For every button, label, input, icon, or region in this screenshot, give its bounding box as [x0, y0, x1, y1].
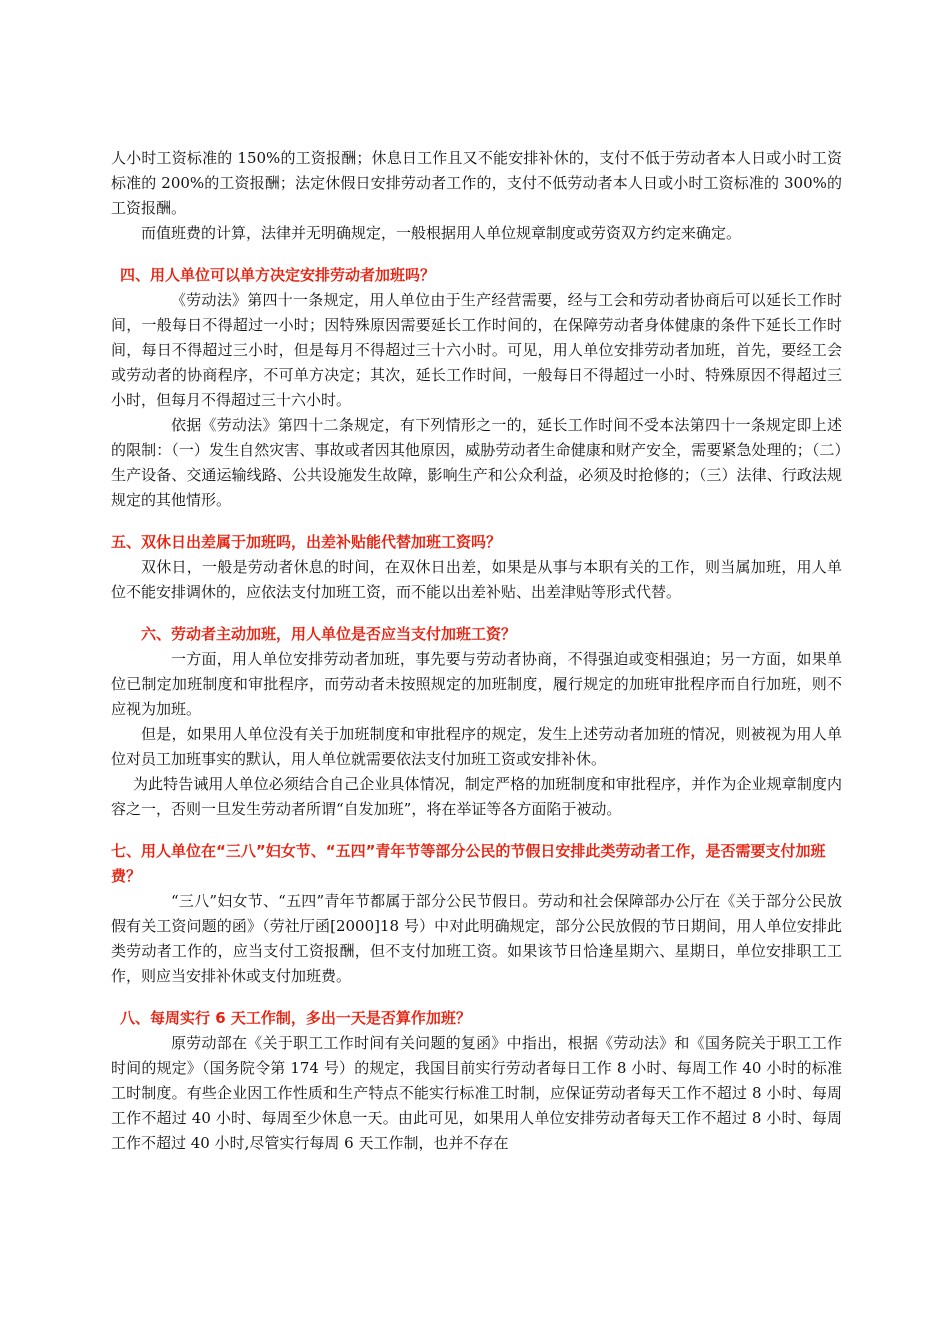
section-heading-8: 八、每周实行 6 天工作制，多出一天是否算作加班？: [120, 1009, 471, 1027]
paragraph: 《劳动法》第四十一条规定，用人单位由于生产经营需要，经与工会和劳动者协商后可以延长工作时间，一般每日不得超过一小时；因特殊原因需要延长工作时间的，在保障劳动者身体健康的条件下延长工作时间，每日不得超过三小时，但是每月不得超过三十六小时。可见，用人单位安排劳动者加班，首先，要经工会或劳动者的协商程序，不可单方决定；其次，延长工作时间，一般每日不得超过一小时、特殊原因不得超过三小时，但每月不得超过三十六小时。: [111, 291, 842, 409]
section-heading-7: 七、用人单位在“三八”妇女节、“五四”青年节等部分公民的节假日安排此类劳动者工作，是否需要支付加班费？: [111, 842, 826, 885]
section-heading-5: 五、双休日出差属于加班吗，出差补贴能代替加班工资吗？: [111, 533, 502, 551]
section-heading-4: 四、用人单位可以单方决定安排劳动者加班吗？: [120, 266, 436, 284]
paragraph: 一方面，用人单位安排劳动者加班，事先要与劳动者协商，不得强迫或变相强迫；另一方面，如果单位已制定加班制度和审批程序，而劳动者未按照规定的加班制度，履行规定的加班审批程序而自行加班，则不应视为加班。: [111, 650, 842, 718]
paragraph: 双休日，一般是劳动者休息的时间，在双休日出差，如果是从事与本职有关的工作，则当属加班，用人单位不能安排调休的，应依法支付加班工资，而不能以出差补贴、出差津贴等形式代替。: [111, 558, 842, 601]
paragraph: 依据《劳动法》第四十二条规定，有下列情形之一的，延长工作时间不受本法第四十一条规定即上述的限制：（一）发生自然灾害、事故或者因其他原因，威胁劳动者生命健康和财产安全，需要紧急处理的；（二）生产设备、交通运输线路、公共设施发生故障，影响生产和公众利益，必须及时抢修的；（三）法律、行政法规规定的其他情形。: [111, 416, 842, 509]
paragraph: 但是，如果用人单位没有关于加班制度和审批程序的规定，发生上述劳动者加班的情况，则被视为用人单位对员工加班事实的默认，用人单位就需要依法支付加班工资或安排补休。: [111, 725, 842, 768]
paragraph: 为此特告诫用人单位必须结合自己企业具体情况，制定严格的加班制度和审批程序，并作为企业规章制度内容之一，否则一旦发生劳动者所谓“自发加班”，将在举证等各方面陷于被动。: [111, 775, 842, 818]
paragraph: 而值班费的计算，法律并无明确规定，一般根据用人单位规章制度或劳资双方约定来确定。: [141, 224, 742, 242]
paragraph: “三八”妇女节、“五四”青年节都属于部分公民节假日。劳动和社会保障部办公厅在《关于部分公民放假有关工资问题的函》（劳社厅函[2000]18 号）中对此明确规定，部分公民放假的节日期间，用人单位安排此类劳动者工作的，应当支付工资报酬，但不支付加班工资。如果该节日恰逢星期六、星期日，单位安排职工工作，则应当安排补休或支付加班费。: [111, 892, 842, 985]
section-heading-6: 六、劳动者主动加班，用人单位是否应当支付加班工资？: [141, 625, 517, 643]
paragraph: 原劳动部在《关于职工工作时间有关问题的复函》中指出，根据《劳动法》和《国务院关于职工工作时间的规定》（国务院令第 174 号）的规定，我国目前实行劳动者每日工作 8 小时、每周工作 40 小时的标准工时制度。有些企业因工作性质和生产特点不能实行标准工时制，应保证劳动者每天工作不超过 8 小时、每周工作不超过 40 小时、每周至少休息一天。由此可见，如果用人单位安排劳动者每天工作不超过 8 小时、每周工作不超过 40 小时,尽管实行每周 6 天工作制，也并不存在: [111, 1034, 842, 1152]
paragraph: 人小时工资标准的 150%的工资报酬；休息日工作且又不能安排补休的，支付不低于劳动者本人日或小时工资标准的 200%的工资报酬；法定休假日安排劳动者工作的，支付不低劳动者本人日或小时工资标准的 300%的工资报酬。: [111, 149, 842, 217]
